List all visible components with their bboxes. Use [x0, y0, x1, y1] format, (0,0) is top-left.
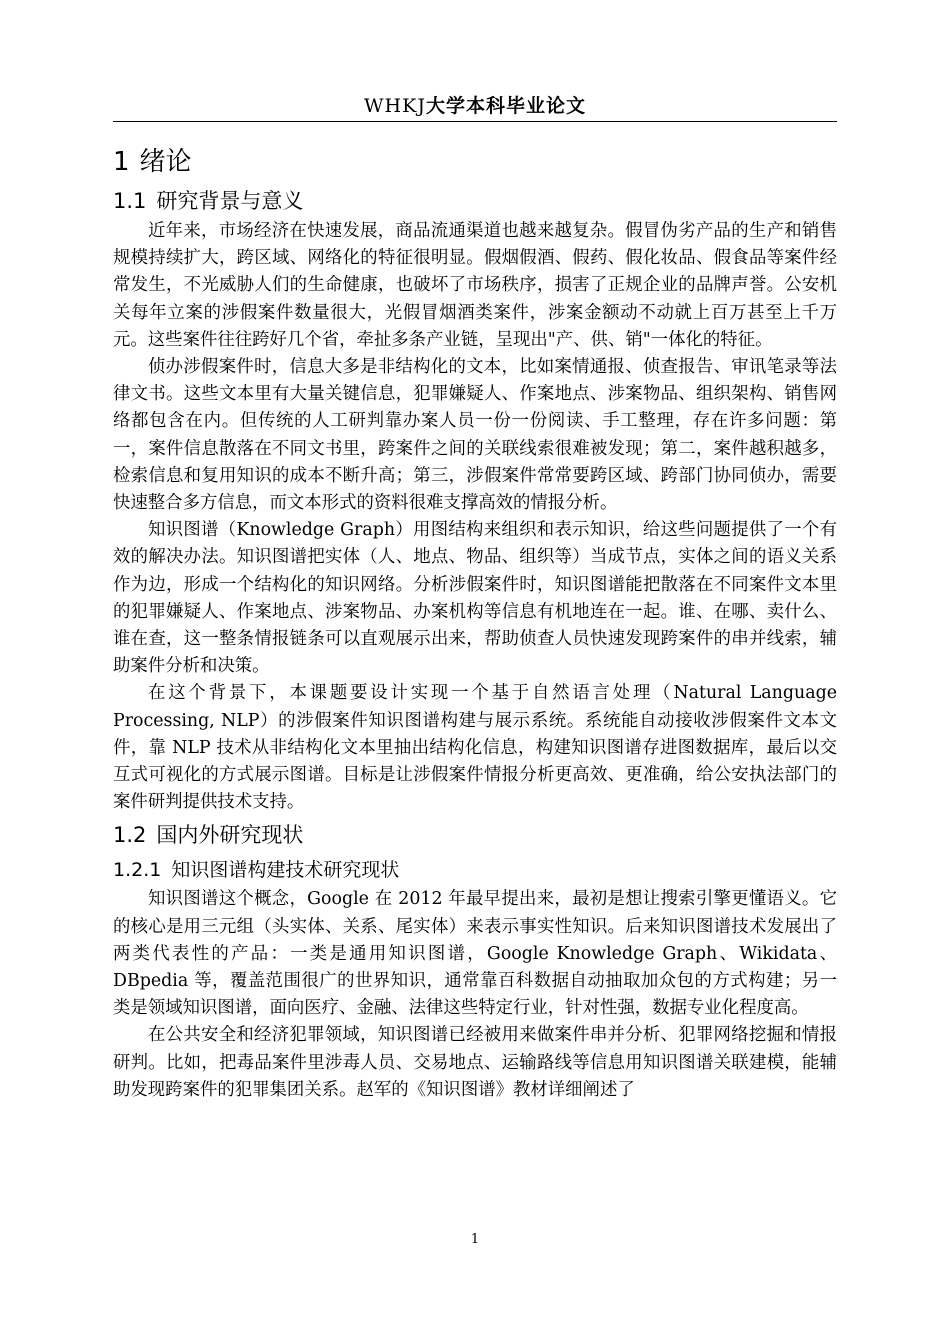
running-header: [113, 92, 837, 120]
subsection-heading-1-2-1: [113, 854, 837, 886]
paragraph: 在这个背景下，本课题要设计实现一个基于自然语言处理（Natural Language Processing, NLP）的涉假案件知识图谱构建与展示系统。系统能自动接收涉假案件文本文件，靠 NLP 技术从非结构化文本里抽出结构化信息，构建知识图谱存进图数据库，最后以交互式可视化的方式展示图谱。目标是让涉假案件情报分析更高效、更准确，给公安执法部门的案件研判提供技术支持。: [113, 683, 837, 813]
chapter-number: 1: [113, 147, 130, 177]
header-rule: [113, 121, 837, 122]
header-prefix: WHKJ: [364, 95, 426, 117]
page-number: 1: [470, 1232, 480, 1247]
subsection-title: 知识图谱构建技术研究现状: [171, 859, 400, 882]
paragraph: 近年来，市场经济在快速发展，商品流通渠道也越来越复杂。假冒伪劣产品的生产和销售规模持续扩大，跨区域、网络化的特征很明显。假烟假酒、假药、假化妆品、假食品等案件经常发生，不光威胁人们的生命健康，也破坏了市场秩序，损害了正规企业的品牌声誉。公安机关每年立案的涉假案件数量很大，光假冒烟酒类案件，涉案金额动不动就上百万甚至上千万元。这些案件往往跨好几个省，牵扯多条产业链，呈现出"产、供、销"一体化的特征。: [113, 221, 837, 350]
section-heading-1-2: [113, 818, 837, 852]
section-title: 研究背景与意义: [156, 189, 304, 213]
paragraph: 知识图谱这个概念，Google 在 2012 年最早提出来，最初是想让搜索引擎更懂语义。它的核心是用三元组（头实体、关系、尾实体）来表示事实性知识。后来知识图谱技术发展出了两类代表性的产品：一类是通用知识图谱，Google Knowledge Graph、Wikidata、DBpedia 等，覆盖范围很广的世界知识，通常靠百科数据自动抽取加众包的方式构建；另一类是领域知识图谱，面向医疗、金融、法律这些特定行业，针对性强，数据专业化程度高。: [113, 889, 837, 1019]
section-number: 1.2: [113, 823, 147, 848]
paragraph: 侦办涉假案件时，信息大多是非结构化的文本，比如案情通报、侦查报告、审讯笔录等法律文书。这些文本里有大量关键信息，犯罪嫌疑人、作案地点、涉案物品、组织架构、销售网络都包含在内。但传统的人工研判靠办案人员一份一份阅读、手工整理，存在许多问题：第一，案件信息散落在不同文书里，跨案件之间的关联线索很难被发现；第二，案件越积越多，检索信息和复用知识的成本不断升高；第三，涉假案件常常要跨区域、跨部门协同侦办，需要快速整合多方信息，而文本形式的资料很难支撑高效的情报分析。: [113, 357, 837, 514]
section-title: 国内外研究现状: [156, 823, 304, 848]
section-number: 1.1: [113, 189, 147, 213]
header-title: 大学本科毕业论文: [425, 95, 586, 117]
subsection-number: 1.2.1: [113, 859, 162, 882]
section-heading-1-1: [113, 184, 837, 218]
chapter-heading: [113, 142, 837, 182]
paragraph: 知识图谱（Knowledge Graph）用图结构来组织和表示知识，给这些问题提供了一个有效的解决办法。知识图谱把实体（人、地点、物品、组织等）当成节点，实体之间的语义关系作为边，形成一个结构化的知识网络。分析涉假案件时，知识图谱能把散落在不同案件文本里的犯罪嫌疑人、作案地点、涉案物品、办案机构等信息有机地连在一起。谁、在哪、卖什么、谁在查，这一整条情报链条可以直观展示出来，帮助侦查人员快速发现跨案件的串并线索，辅助案件分析和决策。: [113, 520, 837, 677]
paragraph: 在公共安全和经济犯罪领域，知识图谱已经被用来做案件串并分析、犯罪网络挖掘和情报研判。比如，把毒品案件里涉毒人员、交易地点、运输路线等信息用知识图谱关联建模，能辅助发现跨案件的犯罪集团关系。赵军的《知识图谱》教材详细阐述了: [113, 1025, 837, 1100]
chapter-title: 绪论: [139, 147, 192, 177]
main-content: [113, 142, 837, 1104]
